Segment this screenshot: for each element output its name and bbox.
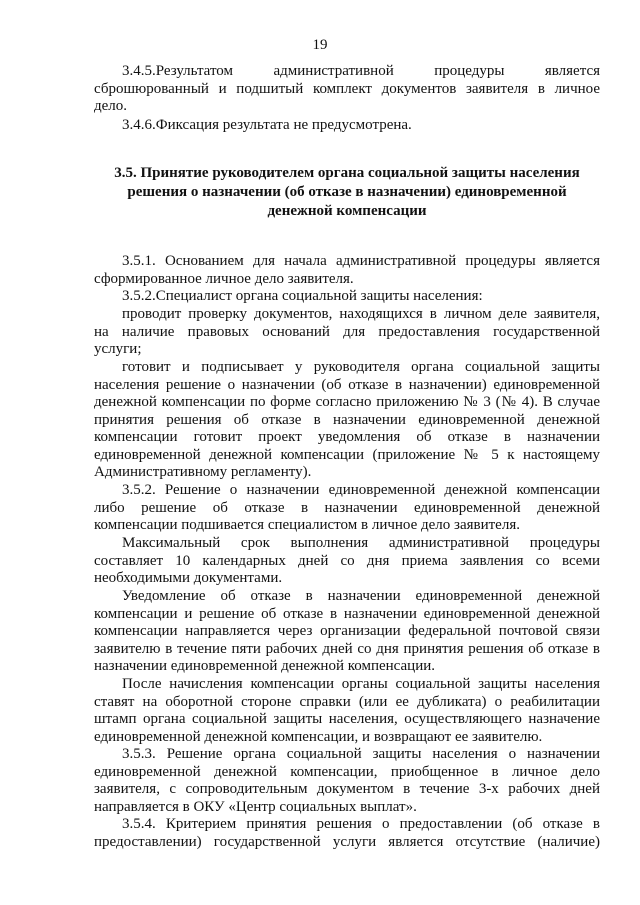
heading-line: решения о назначении (об отказе в назначении) единовременной [127,184,567,200]
text-line: либо решение об отказе в назначении единовременной денежной [94,499,600,516]
paragraph-check-documents [94,306,600,359]
paragraph-3-5-3 [94,746,600,816]
text-line: компенсации готовит проект уведомления об отказе в назначении [94,429,600,445]
text-line: составляет 10 календарных дней со дня приема заявления со всеми [94,552,600,569]
text-line: услуги; [94,341,142,357]
paragraph-3-5-4 [94,816,600,851]
paragraph-prepare-decision [94,359,600,482]
text-line: После начисления компенсации органы социальной защиты населения [122,676,600,692]
text-line: направляется в ОКУ «Центр социальных выплат». [94,798,417,815]
text-line: 3.5.3. Решение органа социальной защиты населения о назначении [122,746,600,762]
text-line: 3.4.6.Фиксация результата не предусмотрена. [122,117,412,133]
text-line: готовит и подписывает у руководителя органа социальной защиты [122,359,600,375]
heading-line: 3.5. Принятие руководителем органа социальной защиты населения [114,165,580,181]
text-line: 3.5.2. Решение о назначении единовременной денежной компенсации [122,482,600,498]
text-line: компенсации направляется через организации федеральной почтовой связи [94,623,600,639]
paragraph-3-4-6 [94,117,600,135]
text-line: 3.4.5.Результатом административной процедуры является [122,63,600,79]
text-line: единовременной денежной компенсации, и возвращают ее заявителю. [94,728,543,745]
text-line: проводит проверку документов, находящихся в личном деле заявителя, [122,306,600,322]
text-line: 3.5.2.Специалист органа социальной защиты населения: [122,288,483,304]
text-line: заявителю в течение пяти рабочих дней со дня принятия решения об отказе в [94,640,600,657]
text-line: населения решение о назначении (об отказе в назначении) единовременной [94,376,600,393]
text-line: сформированное личное дело заявителя. [94,270,354,287]
paragraph-3-4-5 [94,63,600,116]
text-line: компенсации подшивается специалистом в личное дело заявителя. [94,517,520,533]
text-line: принятия решения об отказе в назначении единовременной денежной [94,411,600,428]
text-line: предоставлении) государственной услуги является отсутствие (наличие) [94,833,600,850]
text-line: дело. [94,98,128,114]
paragraph-max-duration [94,535,600,588]
text-line: заявителя, с сопроводительным документом в течение 3-х рабочих дней [94,781,600,797]
paragraph-3-5-1 [94,253,600,288]
heading-line: денежной компенсации [267,203,427,219]
section-heading-3-5 [94,164,600,221]
text-line: 3.5.4. Критерием принятия решения о предоставлении (об отказе в [122,816,600,832]
text-line: штамп органа социальной защиты населения, осуществляющего назначение [94,711,600,727]
text-line: Максимальный срок выполнения административной процедуры [122,535,600,551]
text-line: единовременной денежной компенсации (приложение № 5 к настоящему [94,446,600,463]
text-line: 3.5.1. Основанием для начала административной процедуры является [122,253,600,269]
text-line: назначении единовременной денежной компенсации. [94,658,436,674]
paragraph-3-5-2-intro [94,288,600,306]
text-line: компенсации и решение об отказе в назначении единовременной денежной [94,605,600,622]
text-line: денежной компенсации по форме согласно приложению № 3 (№ 4). В случае [94,394,600,410]
text-line: сброшюрованный и подшитый комплект документов заявителя в личное [94,80,600,97]
text-line: Уведомление об отказе в назначении единовременной денежной [122,588,600,604]
text-line: ставят на оборотной стороне справки (или ее дубликата) о реабилитации [94,693,600,710]
paragraph-after-accrual [94,676,600,746]
text-line: Административному регламенту). [94,464,312,480]
paragraph-refusal-notice [94,588,600,676]
text-line: на наличие правовых оснований для предоставления государственной [94,323,600,340]
page-number: 19 [312,37,328,53]
text-line: единовременной денежной компенсации, приобщенное в личное дело [94,763,600,780]
text-line: необходимыми документами. [94,570,283,586]
paragraph-decision-filing [94,482,600,535]
